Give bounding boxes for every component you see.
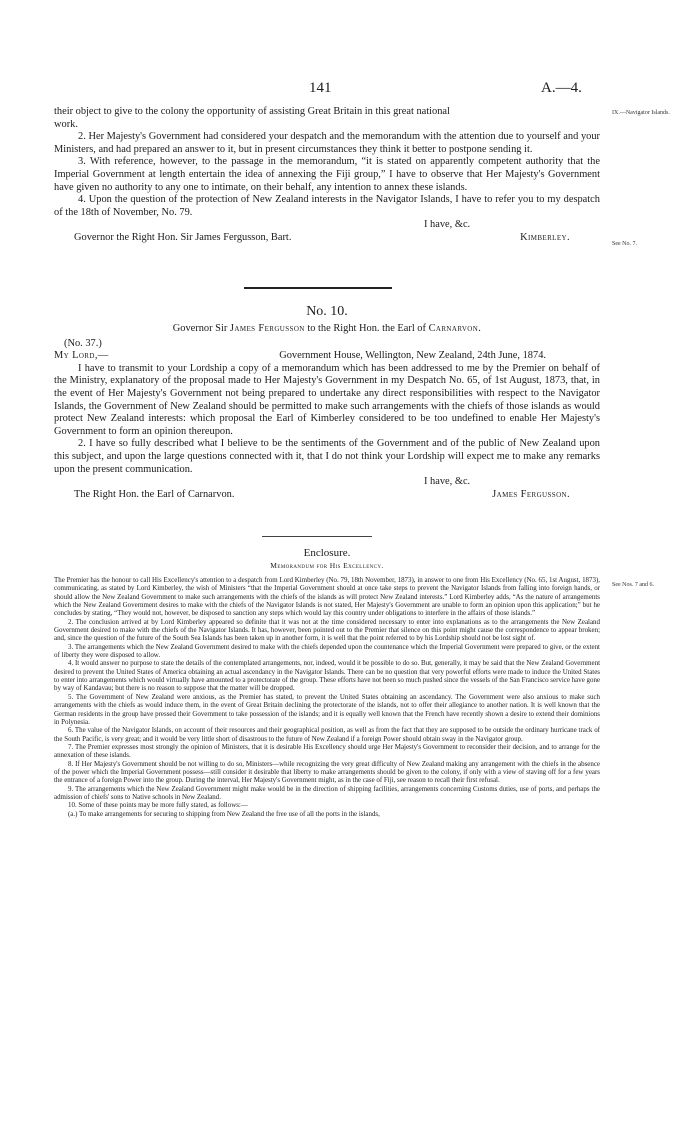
memo-paragraph: 9. The arrangements which the New Zealand Government might make would be in the direction of shipping facilities, arrangements concerning Customs duties, use of ports, and perhaps the admission of chiefs' sons to Native schools in New Zealand. bbox=[54, 784, 600, 801]
margin-note-see-7-and-6: See Nos. 7 and 6. bbox=[612, 582, 654, 588]
despatch-heading bbox=[54, 323, 600, 336]
memo-paragraph: 10. Some of these points may be more fully stated, as follows:— bbox=[68, 801, 248, 810]
section-divider bbox=[262, 536, 372, 537]
memo-paragraph: 7. The Premier expresses most strongly the opinion of Ministers, that it is desirable His Excellency should urge Her Majesty's Government to reconsider their decision, and to arrange for the annexation of these islands. bbox=[54, 742, 600, 760]
memo-paragraph: The Premier has the honour to call His Excellency's attention to a despatch from Lord Kimberley (No. 79, 18th November, 1873), in answer to one from His Excellency (No. 65, 1st August, 1873), communicating, as stated by Lord Kimberley, the wish of Ministers “that the Imperial Government should at once take steps to prevent the Navigator Islands from falling into foreign hands, or should allow the New Zealand Government to make such arrangements with the chiefs of the islands as will protect New Zealand interests.” Lord Kimberley adds, “As the nature of arrangements which the New Zealand Government desires to make with the chiefs of the Navigator Islands is not stated, Her Majesty's Government are unable to form an opinion upon this application;” but he concludes by stating, “They would not, however, be disposed to sanction any steps which would lay this country under obligations to interfere in the affairs of those islands.” bbox=[54, 576, 600, 618]
margin-note-navigator: IX.—Navigator Islands. bbox=[612, 110, 670, 116]
signature: James Fergusson. bbox=[492, 488, 570, 500]
paragraph: their object to give to the colony the opportunity of assisting Great Britain in this great national bbox=[54, 106, 450, 117]
heading-to-prefix: to the Right Hon. the Earl of bbox=[307, 323, 426, 334]
memo-paragraph: 4. It would answer no purpose to state the details of the contemplated arrangements, nor, indeed, would it be possible to do so. But, generally, it may be said that the New Zealand Government desired to prevent the United States of America obtaining an actual ascendancy in the Navigator Islands. There can be no question that very powerful efforts were made to induce the United States to enter into arrangements which would virtually have amounted to a protectorate of the group. These efforts have not been so much pushed since the vessels of the San Francisco service have gone by way of Kandavau; but there is no reason to suppose that the matter will be dropped. bbox=[54, 659, 600, 693]
memo-paragraph: 8. If Her Majesty's Government should be not willing to do so, Ministers—while recognizing the very great difficulty of New Zealand making any arrangement with the chiefs in the absence of the power which the Imperial Government possess—still consider it desirable that liberty to make arrangements should be given to the colony, if only with a view of staving off for a few years the entrance of a foreign Power into the group. During the interval, Her Majesty's Government might, as in the case of Fiji, see reason to recall their first refusal. bbox=[54, 759, 600, 785]
heading-to-name: Carnarvon. bbox=[428, 323, 482, 334]
page-reference: A.—4. bbox=[541, 80, 582, 96]
paragraph: work. bbox=[54, 118, 78, 130]
previous-despatch bbox=[54, 106, 600, 245]
paragraph: 4. Upon the question of the protection of New Zealand interests in the Navigator Islands, I have to refer you to my despatch of the 18th of November, No. 79. bbox=[54, 194, 600, 218]
memo-paragraph: 5. The Government of New Zealand were anxious, as the Premier has stated, to prevent the United States obtaining an ascendancy. The Government were also anxious to make such arrangements with the chiefs as would induce them, in the event of Great Britain declining the protectorate of the islands, not to offer their allegiance to another nation. It is well known that the German residents in the group have pressed their Government to take possession of the islands; and it is equally well known that the French have recently shown a desire to extend their dominions in Polynesia. bbox=[54, 692, 600, 726]
closing: I have, &c. bbox=[424, 219, 471, 231]
paragraph: I have to transmit to your Lordship a copy of a memorandum which has been addressed to me by the Premier on behalf of the Ministry, explanatory of the proposal made to Her Majesty's Government in my Despatch No. 65, of 1st August, 1873, that, in the event of Her Majesty's Government not being prepared to undertake any direct responsibilities with respect to the Navigator Islands, the Government of New Zealand should be permitted to make such arrangements with the chiefs of those islands as would protect New Zealand interests: which proposal the Earl of Kimberley considered to be too undefined to enable Her Majesty's Government to form an opinion thereupon. bbox=[54, 362, 600, 437]
paragraph: 2. I have so fully described what I believe to be the sentiments of the Government and of the public of New Zealand upon this subject, and upon the large questions connected with it, that I do not think your Lordship will expect me to make any remarks upon the present communication. bbox=[54, 438, 600, 475]
addressee: The Right Hon. the Earl of Carnarvon. bbox=[74, 488, 235, 500]
memo-paragraph: (a.) To make arrangements for securing to shipping from New Zealand the free use of all the ports in the islands, bbox=[68, 809, 380, 818]
despatch-ref: (No. 37.) bbox=[64, 337, 102, 349]
enclosure-title: Enclosure. bbox=[303, 547, 351, 559]
place-date: Government House, Wellington, New Zealand, 24th June, 1874. bbox=[279, 350, 546, 362]
heading-from-prefix: Governor Sir bbox=[172, 323, 228, 334]
salutation: My Lord,— bbox=[54, 350, 109, 362]
heading-from-name: James Fergusson bbox=[229, 323, 305, 334]
enclosure-subtitle: Memorandum for His Excellency. bbox=[270, 561, 384, 570]
paragraph: 3. With reference, however, to the passage in the memorandum, “it is stated on apparently competent authority that the Imperial Government at length entertain the idea of annexing the Fiji group,” I have to observe that Her Majesty's Government have given no authority to any one to intimate, on their behalf, any intention to annex these islands. bbox=[54, 156, 600, 193]
memo-paragraph: 2. The conclusion arrived at by Lord Kimberley appeared so definite that it was not at the time considered necessary to enter into explanations as to the arrangements the New Zealand Government desired to make with the chiefs of the Navigator Islands. It has, however, been pointed out to the Premier that silence on this point might cause the correspondence to appear broken; and, since the question of the future of the South Sea Islands has been taken up in another form, it is well that the point referred to by his Lordship should not be lost sight of. bbox=[54, 617, 600, 643]
page-number: 141 bbox=[309, 80, 332, 96]
enclosure bbox=[54, 546, 600, 818]
margin-note-see-7: See No. 7. bbox=[612, 241, 637, 247]
despatch-title: No. 10. bbox=[306, 304, 348, 319]
memo-paragraph: 6. The value of the Navigator Islands, on account of their resources and their geographical position, as well as from the fact that they are supposed to be outside the ordinary hurricane track of the South Pacific, is very great; and it would be very little short of disastrous to the future of New Zealand if a foreign Power should obtain sway in the Navigator group. bbox=[54, 726, 600, 743]
closing: I have, &c. bbox=[424, 476, 471, 488]
section-divider bbox=[244, 287, 392, 289]
paragraph: 2. Her Majesty's Government had considered your despatch and the memorandum with the attention due to yourself and your Ministers, and had prepared an answer to it, but in present circumstances they think it better to postpone sending it. bbox=[54, 131, 600, 155]
despatch-no-10 bbox=[54, 303, 600, 501]
memorandum-body bbox=[54, 576, 600, 818]
addressee: Governor the Right Hon. Sir James Fergusson, Bart. bbox=[74, 231, 292, 243]
memo-paragraph: 3. The arrangements which the New Zealand Government desired to make with the chiefs depended upon the countenance which the Imperial Government were prepared to give, or the extent of liberty they were disposed to allow. bbox=[54, 642, 600, 660]
signature: Kimberley. bbox=[520, 231, 570, 243]
